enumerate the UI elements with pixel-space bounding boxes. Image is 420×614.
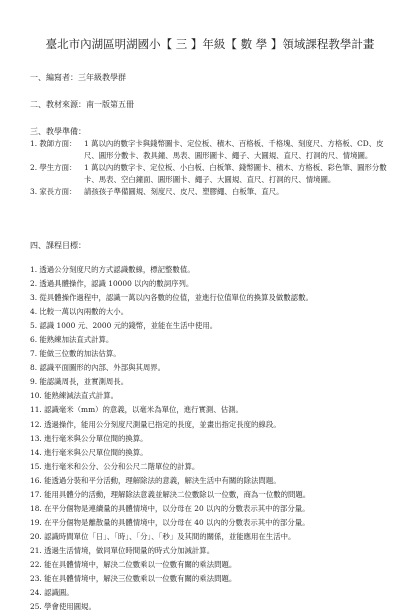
prep-label: 1. 教師方面： [30, 139, 77, 148]
goal-item: 12. 透過操作，能用公分刻度尺測量已指定的長度，並畫出指定長度的線段。 [30, 419, 281, 429]
prep-item-parent [30, 186, 394, 198]
goal-item: 18. 在平分個物是連續量的具體情境中，以分母在 20 以內的分數表示其中的部分量。 [30, 503, 310, 513]
page-title: 臺北市內湖區明湖國小【 三 】年級【 數 學 】領域課程教學計畫 [45, 37, 375, 51]
goal-item: 14. 進行毫米與公尺單位間的換算。 [30, 447, 148, 457]
goal-item: 15. 進行毫米和公分、公分和公尺二階單位的計算。 [30, 461, 200, 471]
goal-item: 13. 進行毫米與公分單位間的換算。 [30, 433, 148, 443]
goal-item: 20. 認識時間單位「日」、「時」、「分」、「秒」及其間的關係，並能應用在生活中。 [30, 531, 296, 541]
goal-item: 10. 能熟練減法直式計算。 [30, 391, 119, 401]
goal-item: 7. 能做三位數的加法估算。 [30, 349, 121, 359]
goal-item: 6. 能熟練加法直式計算。 [30, 335, 114, 345]
goal-item: 23. 能在具體情境中，解決三位數乘以一位數有關的乘法問題。 [30, 574, 237, 584]
goal-item: 8. 認識平面圖形的內部、外部與其周界。 [30, 363, 166, 373]
prep-text: 1 萬以內的數字卡與錢幣圖卡、定位板、積木、百格板、千格塊、刻度尺、方格板、CD、皮尺、圓形分數卡、教具鐘、馬表、圓形圖卡、繩子、大圓規、直尺、打洞的尺、情境圖。 [84, 139, 384, 160]
goal-item: 25. 學會使用圓規。 [30, 602, 96, 612]
goal-item: 19. 在平分個物是離散量的具體情境中，以分母在 40 以內的分數表示其中的部分量。 [30, 517, 310, 527]
author-line: 一、編寫者：三年級教學群 [30, 73, 126, 82]
goal-item: 2. 透過具體操作，認識 10000 以內的數詞序列。 [30, 279, 194, 289]
goals-list [30, 263, 400, 614]
goal-item: 16. 能透過分裝和平分活動，理解除法的意義，解決生活中有關的除法問題。 [30, 475, 281, 485]
prep-item-student [30, 162, 394, 186]
goals-heading: 四、課程目標： [30, 241, 86, 250]
source-line: 二、教材來源：南一版第五冊 [30, 100, 134, 109]
goal-item: 5. 認識 1000 元、2000 元的錢幣，並能在生活中使用。 [30, 321, 218, 331]
prep-list [30, 138, 394, 198]
goal-item: 11. 認識毫米（mm）的意義，以毫米為單位，進行實測、估測。 [30, 405, 243, 415]
goal-item: 21. 透過生活情境，做同單位時間量的時式分加減計算。 [30, 545, 215, 555]
goal-item: 24. 認識圓。 [30, 588, 74, 598]
goal-item: 4. 比較一萬以內兩數的大小。 [30, 307, 129, 317]
goal-item: 22. 能在具體情境中，解決二位數乘以一位數有關的乘法問題。 [30, 559, 237, 569]
goal-item: 9. 能認識周長，並實測周長。 [30, 377, 129, 387]
prep-text: 1 萬以內的數字卡、定位板、小白板、白板筆、錢幣圖卡、積木、方格板、彩色筆、圓形分數卡、馬表、空白鐘面、圓形圖卡、繩子、大圓規、直尺、打洞的尺、情境圖。 [84, 163, 387, 184]
goal-item: 3. 從具體操作過程中，認識一萬以內各數的位值，並進行位值單位的換算及做數認數。 [30, 293, 313, 303]
goal-item: 17. 能用具體分的活動，理解除法意義並解決二位數除以一位數，商為一位數的問題。 [30, 489, 311, 499]
prep-label: 3. 家長方面： [30, 187, 77, 196]
prep-text: 請孩孩子準備圓規、刻度尺、皮尺、塑膠繩、白板筆、直尺。 [84, 187, 284, 196]
prep-label: 2. 學生方面： [30, 163, 77, 172]
goal-item: 1. 透過公分刻度尺的方式認識數線，標記整數值。 [30, 265, 195, 274]
prep-heading: 三、教學準備： [30, 127, 86, 136]
prep-item-teacher [30, 138, 394, 162]
